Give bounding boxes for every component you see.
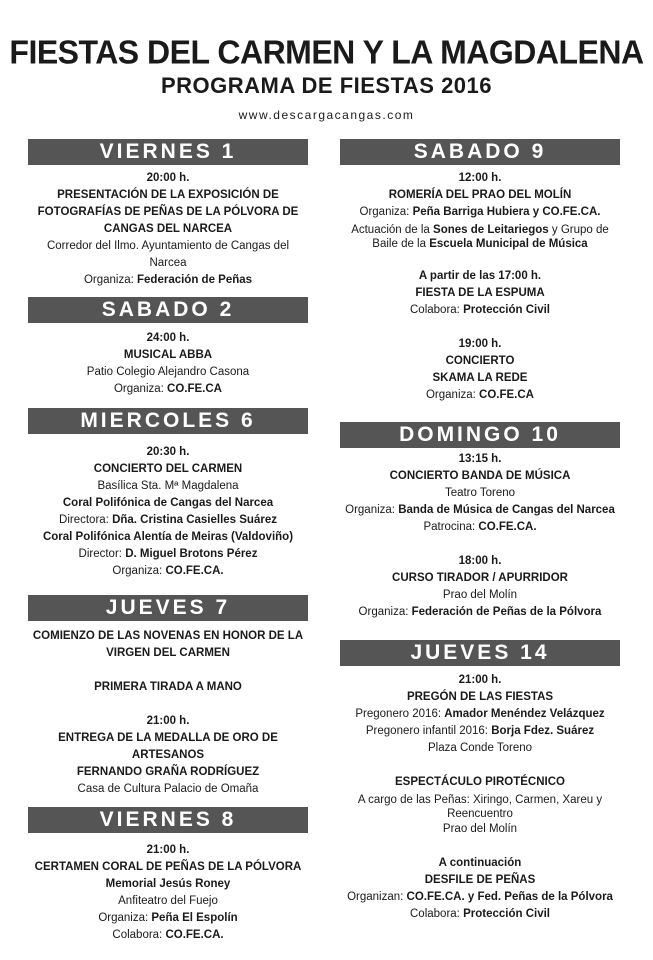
child-announcer: Pregonero infantil 2016: Borja Fdez. Suárez xyxy=(365,725,595,737)
event-title: SKAMA LA REDE xyxy=(432,372,528,384)
event-title: VIRGEN DEL CARMEN xyxy=(106,647,230,659)
event-viernes-8 xyxy=(28,842,308,944)
event-time: 21:00 h. xyxy=(458,674,502,686)
event-organizer: Organiza: Banda de Música de Cangas del Narcea xyxy=(345,504,615,516)
event-title: CANGAS DEL NARCEA xyxy=(103,223,233,235)
event-organizer: Organiza: CO.FE.CA xyxy=(425,389,534,401)
event-domingo-10 xyxy=(340,451,620,621)
event-time: 18:00 h. xyxy=(458,555,502,567)
day-header-jueves-7: JUEVES 7 xyxy=(28,595,308,621)
announcer: Pregonero 2016: Amador Menéndez Velázquez xyxy=(355,708,605,720)
event-organizer: Organiza: Federación de Peñas xyxy=(83,274,253,286)
event-title: CERTAMEN CORAL DE PEÑAS DE LA PÓLVORA xyxy=(34,861,302,873)
event-performers: Actuación de la Sones de Leitariegos y Grupo de xyxy=(351,224,609,236)
event-title: DESFILE DE PEÑAS xyxy=(424,874,536,886)
day-header-jueves-14: JUEVES 14 xyxy=(340,640,620,666)
event-time: 12:00 h. xyxy=(458,172,502,184)
event-place: Prao del Molín xyxy=(442,589,518,601)
day-header-sabado-9: SABADO 9 xyxy=(340,139,620,165)
event-time: 20:00 h. xyxy=(146,172,190,184)
event-title: ENTREGA DE LA MEDALLA DE ORO DE xyxy=(58,732,278,744)
event-subtitle: Memorial Jesús Roney xyxy=(105,878,231,890)
event-performers: Reencuentro xyxy=(447,808,513,820)
event-viernes-1 xyxy=(28,170,308,289)
event-place: Teatro Toreno xyxy=(444,487,516,499)
program-subtitle: PROGRAMA DE FIESTAS 2016 xyxy=(160,73,493,98)
day-header-miercoles-6: MIERCOLES 6 xyxy=(28,408,308,434)
event-title: FIESTA DE LA ESPUMA xyxy=(415,287,545,299)
event-organizer: Organiza: CO.FE.CA. xyxy=(112,565,224,577)
event-title: CONCIERTO BANDA DE MÚSICA xyxy=(389,470,571,482)
event-time: A partir de las 17:00 h. xyxy=(418,270,542,282)
event-place: Corredor del Ilmo. Ayuntamiento de Cangas del xyxy=(46,240,290,252)
event-organizer: Organizan: CO.FE.CA. y Fed. Peñas de la Pólvora xyxy=(347,891,613,903)
honoree-name: FERNANDO GRAÑA RODRÍGUEZ xyxy=(76,766,260,778)
event-time: 20:30 h. xyxy=(146,446,190,458)
event-place: Anfiteatro del Fuejo xyxy=(118,895,218,907)
event-title: CONCIERTO DEL CARMEN xyxy=(93,463,243,475)
event-title: CONCIERTO xyxy=(445,355,515,367)
event-organizer: Organiza: Peña Barriga Hubiera y CO.FE.CA. xyxy=(359,206,601,218)
event-note: A continuación xyxy=(438,857,522,869)
event-place: Plaza Conde Toreno xyxy=(428,742,532,754)
choir-name: Coral Polifónica de Cangas del Narcea xyxy=(62,497,274,509)
event-jueves-7 xyxy=(28,628,308,798)
event-title: ARTESANOS xyxy=(131,749,205,761)
event-organizer: Organiza: Peña El Espolín xyxy=(98,912,238,924)
event-organizer: Organiza: CO.FE.CA xyxy=(113,383,222,395)
event-time: 19:00 h. xyxy=(458,338,502,350)
day-header-sabado-2: SABADO 2 xyxy=(28,297,308,323)
event-time: 21:00 h. xyxy=(146,715,190,727)
day-header-viernes-8: VIERNES 8 xyxy=(28,807,308,833)
event-title: PRESENTACIÓN DE LA EXPOSICIÓN DE xyxy=(57,189,279,201)
event-title: CURSO TIRADOR / APURRIDOR xyxy=(392,572,568,584)
event-title: FOTOGRAFÍAS DE PEÑAS DE LA PÓLVORA DE xyxy=(37,206,299,218)
day-header-domingo-10: DOMINGO 10 xyxy=(340,422,620,448)
day-header-viernes-1: VIERNES 1 xyxy=(28,139,308,165)
program-title: FIESTAS DEL CARMEN Y LA MAGDALENA xyxy=(9,33,644,71)
event-collaborator: Colabora: Protección Civil xyxy=(410,304,550,316)
event-time: 24:00 h. xyxy=(146,332,190,344)
website-link[interactable]: www.descargacangas.com xyxy=(238,108,415,122)
choir-director: Directora: Dña. Cristina Casielles Suárez xyxy=(59,514,277,526)
event-collaborator: Colabora: Protección Civil xyxy=(410,908,550,920)
event-sabado-2 xyxy=(28,330,308,398)
event-performers: A cargo de las Peñas: Xiringo, Carmen, Xareu y xyxy=(357,794,603,806)
event-sabado-9 xyxy=(340,170,620,404)
event-time: 13:15 h. xyxy=(458,453,502,465)
event-collaborator: Colabora: CO.FE.CA. xyxy=(112,929,224,941)
event-organizer: Organiza: Federación de Peñas de la Pólvora xyxy=(358,606,602,618)
event-time: 21:00 h. xyxy=(146,844,190,856)
event-place: Patio Colegio Alejandro Casona xyxy=(86,366,250,378)
event-jueves-14 xyxy=(340,672,620,923)
event-place: Basílica Sta. Mª Magdalena xyxy=(97,480,239,492)
event-title: MUSICAL ABBA xyxy=(123,349,213,361)
event-place: Narcea xyxy=(149,257,187,269)
event-performers: Baile de la Escuela Municipal de Música xyxy=(372,238,588,250)
event-title: COMIENZO DE LAS NOVENAS EN HONOR DE LA xyxy=(32,630,304,642)
event-sponsor: Patrocina: CO.FE.CA. xyxy=(423,521,537,533)
event-miercoles-6 xyxy=(28,444,308,580)
event-title: PRIMERA TIRADA A MANO xyxy=(94,681,242,693)
event-title: ESPECTÁCULO PIROTÉCNICO xyxy=(395,776,565,788)
event-title: PREGÓN DE LAS FIESTAS xyxy=(406,691,554,703)
choir-name: Coral Polifónica Alentía de Meiras (Valdoviño) xyxy=(42,531,294,543)
event-place: Casa de Cultura Palacio de Omaña xyxy=(77,783,259,795)
choir-director: Director: D. Miguel Brotons Pérez xyxy=(78,548,258,560)
event-title: ROMERÍA DEL PRAO DEL MOLÍN xyxy=(388,189,572,201)
event-place: Prao del Molín xyxy=(442,823,518,835)
